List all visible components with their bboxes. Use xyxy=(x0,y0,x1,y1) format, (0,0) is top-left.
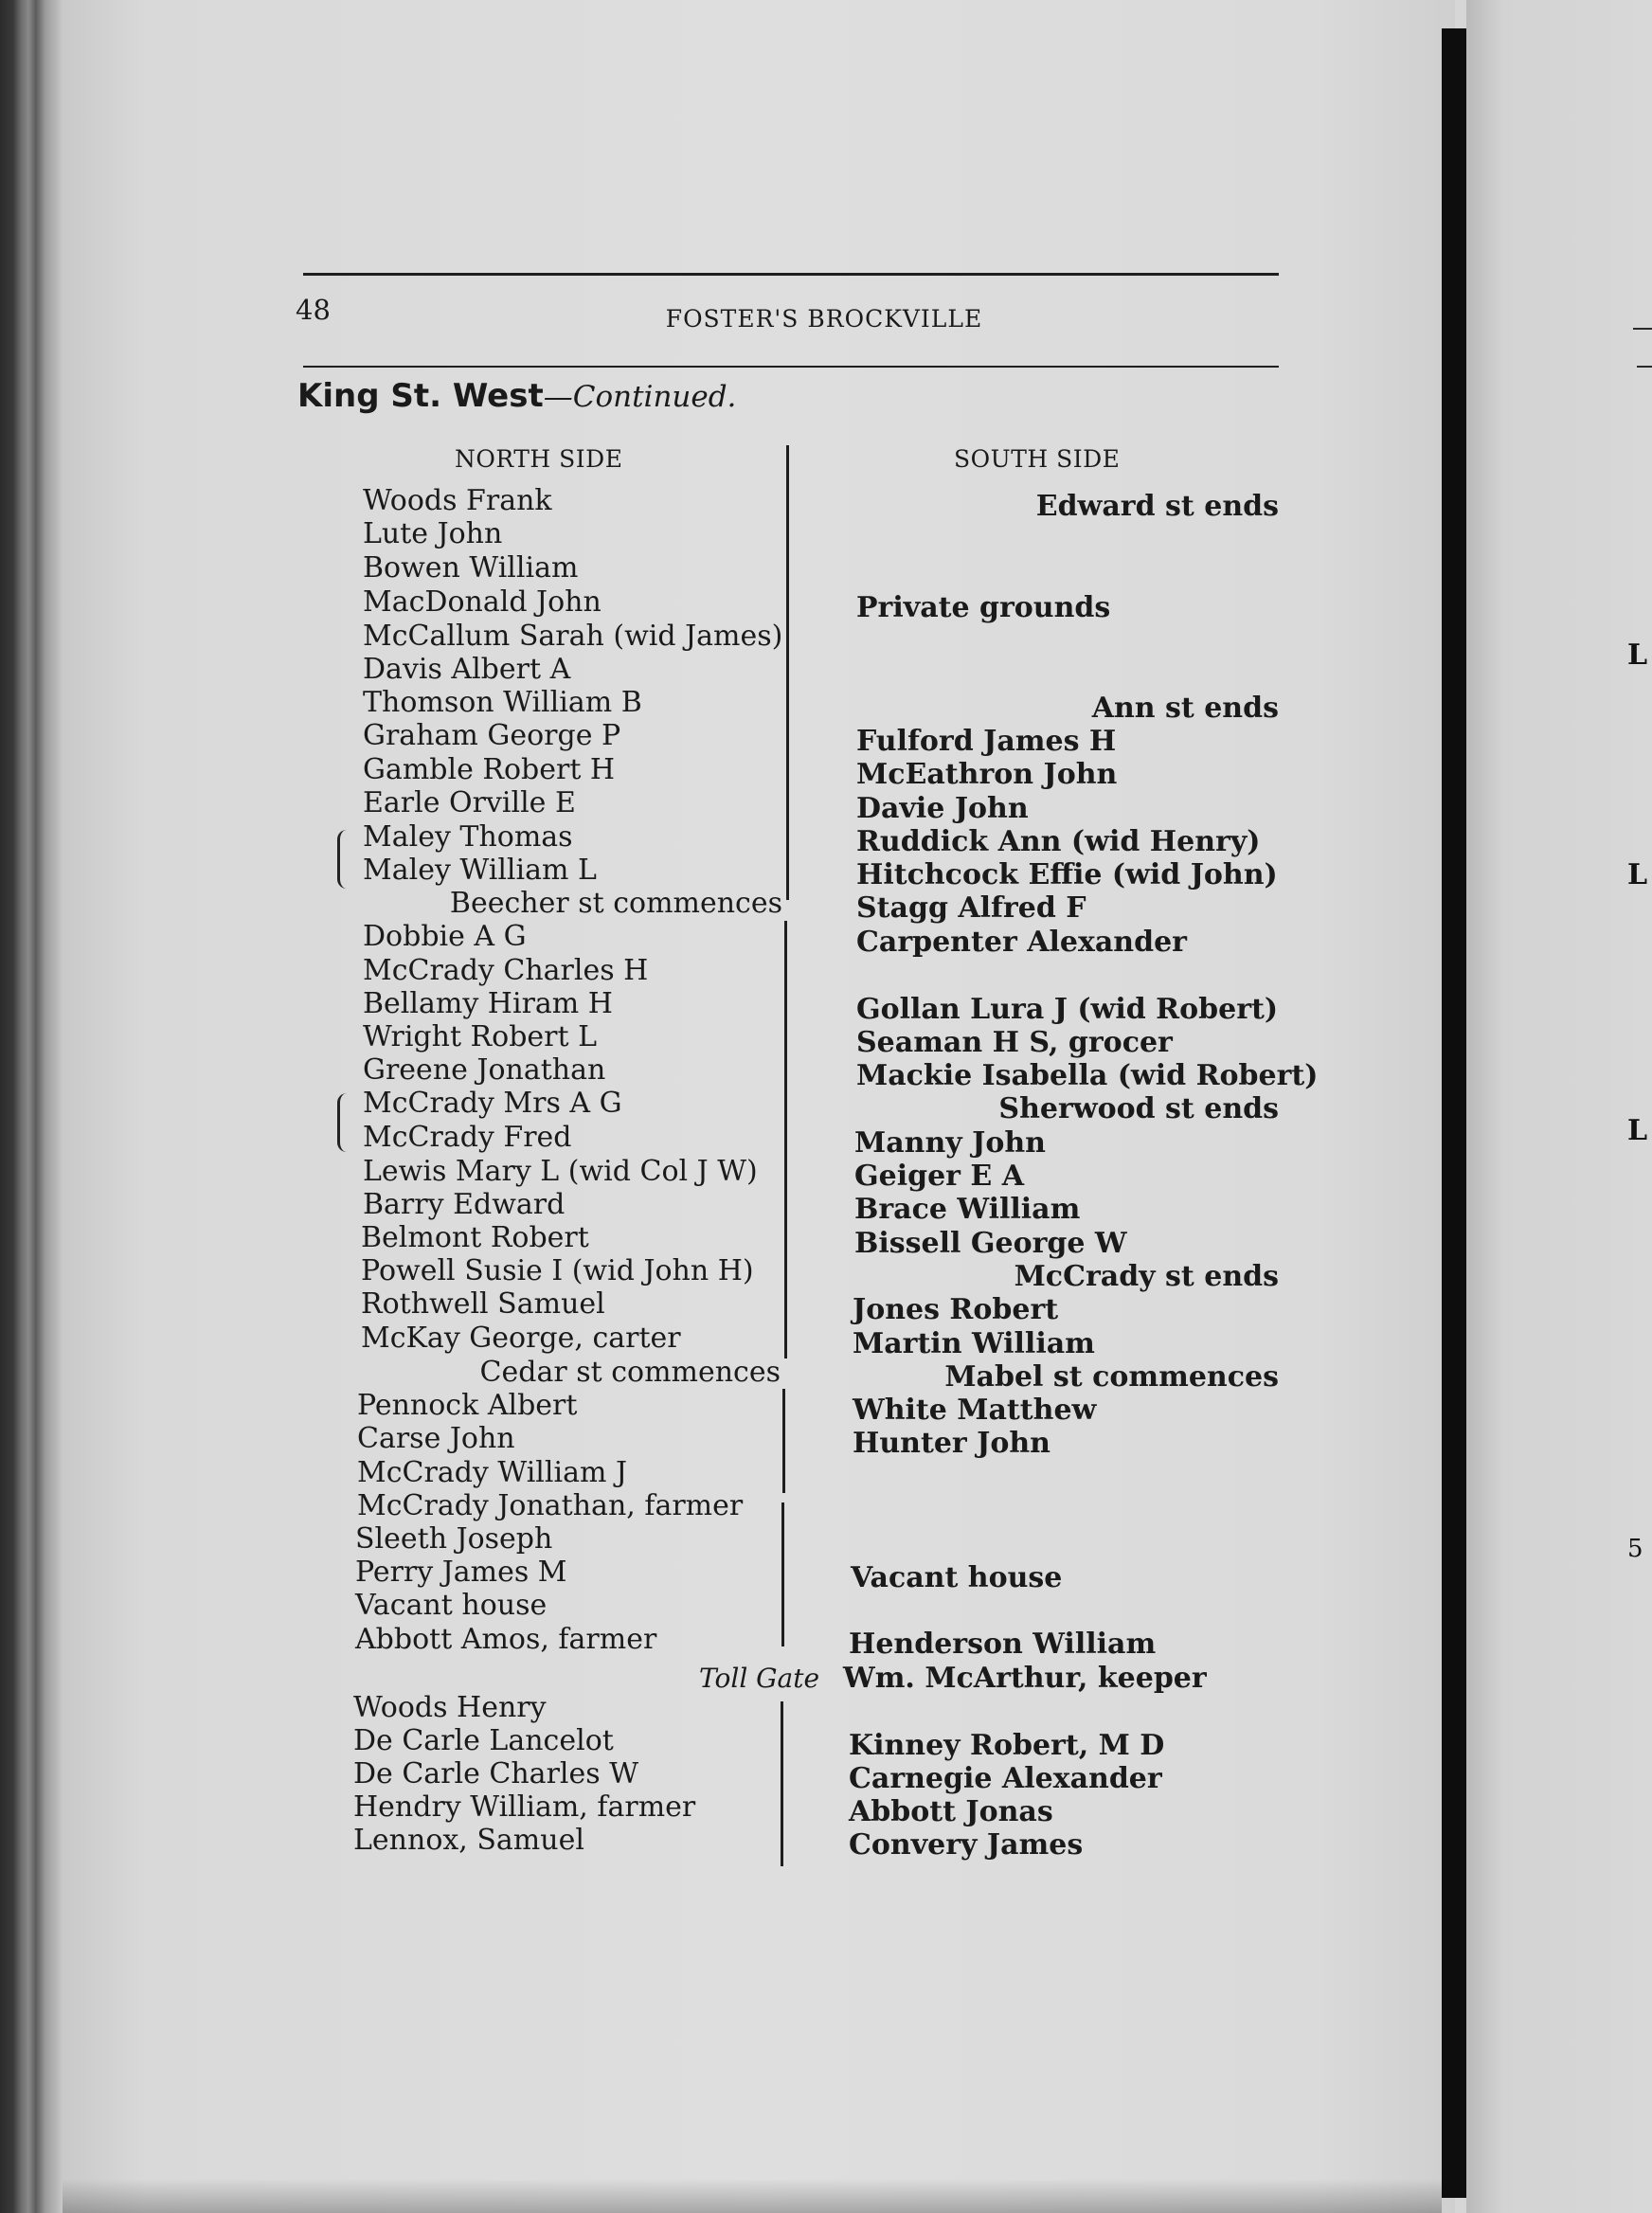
adjacent-page-rule xyxy=(1637,366,1652,368)
south-entry: Henderson William xyxy=(849,1628,1157,1661)
continued-label: —Continued. xyxy=(543,380,737,414)
north-entry: Lewis Mary L (wid Col J W) xyxy=(363,1155,758,1188)
grouping-brace xyxy=(337,1093,351,1152)
south-entry: Kinney Robert, M D xyxy=(849,1729,1165,1762)
north-entry: McCrady Jonathan, farmer xyxy=(357,1489,744,1522)
north-entry: Lute John xyxy=(363,517,503,550)
running-title: FOSTER'S BROCKVILLE xyxy=(665,305,983,333)
north-entry: Lennox, Samuel xyxy=(353,1824,584,1857)
south-cross-street: Mabel st commences xyxy=(944,1360,1279,1394)
north-entry: De Carle Lancelot xyxy=(353,1724,614,1757)
south-entry: Manny John xyxy=(854,1126,1046,1160)
north-entry: Powell Susie I (wid John H) xyxy=(361,1254,754,1287)
column-divider xyxy=(786,445,789,900)
book-binding-edge xyxy=(0,0,63,2213)
north-entry: Wright Robert L xyxy=(363,1020,598,1053)
south-entry: Carnegie Alexander xyxy=(849,1762,1162,1795)
north-entry: MacDonald John xyxy=(363,585,602,619)
south-entry: Jones Robert xyxy=(853,1293,1059,1326)
south-entry: Martin William xyxy=(853,1327,1095,1360)
south-entry: White Matthew xyxy=(853,1394,1097,1427)
south-entry: Seaman H S, grocer xyxy=(856,1026,1173,1059)
south-cross-street: Ann st ends xyxy=(1091,692,1279,725)
north-cross-street: Cedar st commences xyxy=(479,1356,781,1389)
page-number: 48 xyxy=(296,294,331,326)
north-entry: Woods Frank xyxy=(363,484,552,517)
north-cross-street: Beecher st commences xyxy=(449,887,782,920)
north-entry: McCrady William J xyxy=(357,1456,627,1489)
south-entry: Geiger E A xyxy=(854,1160,1025,1193)
north-entry: Abbott Amos, farmer xyxy=(355,1623,657,1656)
adjacent-page-edge xyxy=(1466,0,1652,2213)
north-entry: Hendry William, farmer xyxy=(353,1790,696,1824)
south-entry: Abbott Jonas xyxy=(849,1795,1053,1828)
adjacent-page-rule xyxy=(1633,328,1652,330)
north-entry: Graham George P xyxy=(363,719,621,752)
header-bottom-rule xyxy=(303,366,1279,368)
north-entry: McKay George, carter xyxy=(361,1322,681,1355)
north-entry: Bowen William xyxy=(363,551,579,585)
north-entry: McCallum Sarah (wid James) xyxy=(363,620,783,653)
north-entry: Bellamy Hiram H xyxy=(363,987,613,1020)
north-entry: Perry James M xyxy=(355,1556,567,1589)
north-side-label: NORTH SIDE xyxy=(455,445,623,473)
grouping-brace xyxy=(337,830,351,889)
north-entry: Greene Jonathan xyxy=(363,1053,606,1087)
adjacent-page-letter: L xyxy=(1627,639,1648,672)
adjacent-page-letter: L xyxy=(1627,1114,1648,1147)
adjacent-page-letter: L xyxy=(1627,858,1648,891)
south-cross-street: Edward st ends xyxy=(1035,490,1279,523)
north-entry: Sleeth Joseph xyxy=(355,1522,553,1556)
north-entry: Earle Orville E xyxy=(363,786,576,819)
column-divider xyxy=(784,921,787,1358)
north-entry: Maley Thomas xyxy=(363,820,573,854)
north-entry: Davis Albert A xyxy=(363,653,571,686)
south-entry: Brace William xyxy=(854,1193,1081,1226)
north-entry: Rothwell Samuel xyxy=(361,1287,605,1321)
adjacent-page-number: 5 xyxy=(1627,1535,1643,1563)
south-entry: Davie John xyxy=(856,792,1029,825)
south-cross-street: McCrady st ends xyxy=(1014,1260,1279,1293)
street-heading xyxy=(297,377,736,415)
south-cross-street: Sherwood st ends xyxy=(998,1092,1279,1125)
south-entry: Hitchcock Effie (wid John) xyxy=(856,858,1278,891)
toll-gate-label: Toll Gate xyxy=(699,1663,820,1694)
south-entry: Mackie Isabella (wid Robert) xyxy=(856,1059,1319,1092)
north-entry: McCrady Charles H xyxy=(363,954,649,987)
north-entry: McCrady Fred xyxy=(363,1121,572,1154)
south-entry: Hunter John xyxy=(853,1427,1050,1460)
column-divider xyxy=(781,1502,784,1646)
north-entry: Pennock Albert xyxy=(357,1389,578,1422)
street-name: King St. West xyxy=(297,377,544,415)
south-entry: Ruddick Ann (wid Henry) xyxy=(856,825,1261,858)
south-entry: Vacant house xyxy=(851,1561,1063,1594)
header-top-rule xyxy=(303,273,1279,276)
north-entry: De Carle Charles W xyxy=(353,1757,639,1790)
north-entry: Gamble Robert H xyxy=(363,753,616,786)
column-divider xyxy=(781,1701,783,1866)
south-entry: Bissell George W xyxy=(854,1227,1127,1260)
north-entry: Barry Edward xyxy=(363,1188,566,1221)
north-entry: McCrady Mrs A G xyxy=(363,1087,622,1120)
south-side-label: SOUTH SIDE xyxy=(954,445,1121,473)
south-entry: Fulford James H xyxy=(856,725,1117,758)
north-entry: Thomson William B xyxy=(363,686,642,719)
south-entry: Carpenter Alexander xyxy=(856,926,1187,959)
toll-gate-keeper: Wm. McArthur, keeper xyxy=(843,1662,1207,1695)
north-entry: Vacant house xyxy=(355,1589,548,1622)
book-gutter xyxy=(1442,28,1466,2198)
north-entry: Maley William L xyxy=(363,854,597,887)
north-entry: Dobbie A G xyxy=(363,920,527,953)
south-entry: Stagg Alfred F xyxy=(856,891,1086,925)
north-entry: Carse John xyxy=(357,1422,515,1455)
south-entry: Convery James xyxy=(849,1828,1084,1862)
north-entry: Belmont Robert xyxy=(361,1221,589,1254)
column-divider xyxy=(782,1389,785,1493)
page-bottom-shadow xyxy=(63,2179,1442,2213)
south-entry: McEathron John xyxy=(856,758,1118,791)
south-entry: Gollan Lura J (wid Robert) xyxy=(856,993,1279,1026)
south-entry: Private grounds xyxy=(856,591,1111,624)
north-entry: Woods Henry xyxy=(353,1691,547,1724)
